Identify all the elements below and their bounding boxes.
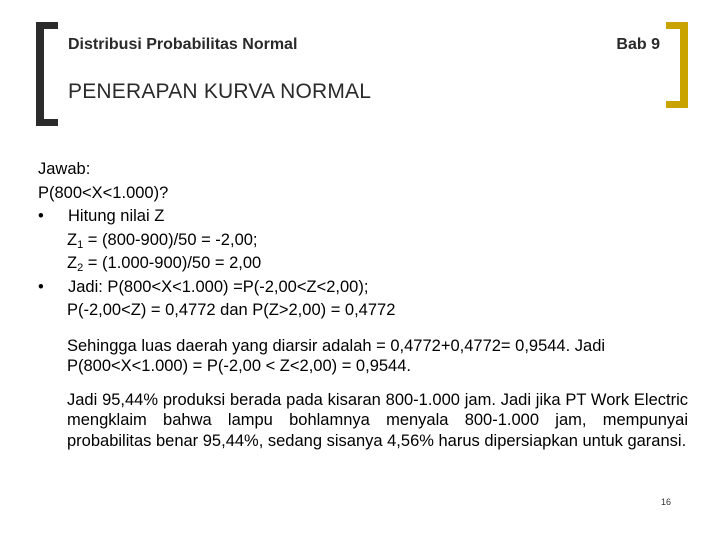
course-title: Distribusi Probabilitas Normal xyxy=(68,36,298,53)
z1-symbol: Z xyxy=(67,230,78,249)
z2-symbol: Z xyxy=(67,254,78,272)
bullet-continuation: P(-2,00<Z) = 0,4772 dan P(Z>2,00) = 0,4772 xyxy=(67,301,396,319)
z2-equation xyxy=(38,252,688,276)
conclusion-paragraph: Sehingga luas daerah yang diarsir adalah = 0,4772+0,4772= 0,9544. Jadi P(800<X<1.000) = P(-2,00 < Z<2,00) = 0,9544. xyxy=(67,336,606,375)
bullet-text: Hitung nilai Z xyxy=(68,207,165,225)
right-bracket-decoration xyxy=(666,22,688,108)
bullet-dot-icon: • xyxy=(38,207,44,225)
slide-title: PENERAPAN KURVA NORMAL xyxy=(68,80,372,103)
left-bracket-decoration xyxy=(36,22,58,126)
answer-label: Jawab: xyxy=(38,160,91,178)
bullet-item-hitung xyxy=(38,205,688,229)
z1-subscript: 1 xyxy=(77,238,84,251)
chapter-label: Bab 9 xyxy=(616,36,660,53)
z1-expression: = (800-900)/50 = -2,00; xyxy=(83,230,258,249)
bullet-text: Jadi: P(800<X<1.000) =P(-2,00<Z<2,00); xyxy=(68,277,369,296)
z1-equation xyxy=(38,229,688,253)
question-text: P(800<X<1.000)? xyxy=(38,183,169,202)
z2-subscript: 2 xyxy=(77,262,84,274)
page-number: 16 xyxy=(661,497,672,507)
slide-content xyxy=(38,158,688,451)
z2-expression: = (1.000-900)/50 = 2,00 xyxy=(83,254,262,272)
bullet-item-jadi xyxy=(38,276,688,300)
interpretation-paragraph: Jadi 95,44% produksi berada pada kisaran 800-1.000 jam. Jadi jika PT Work Electric mengklaim bahwa lampu bohlamnya menyala 800-1.000 jam, mempunyai probabilitas benar 95,44%, sedang sisanya 4,56% harus dipersiapkan untuk garansi. xyxy=(67,390,688,450)
bullet-dot-icon: • xyxy=(38,277,44,296)
